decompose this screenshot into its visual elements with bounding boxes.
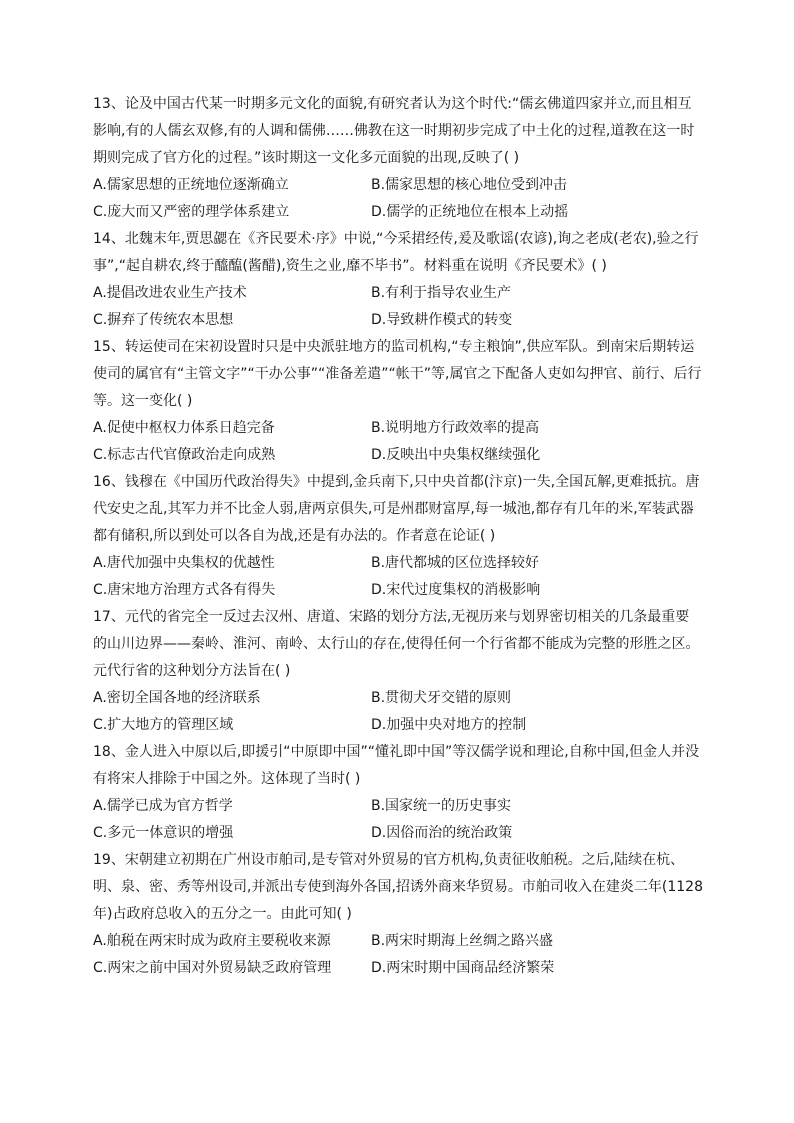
question-stem: 15、转运使司在宋初设置时只是中央派驻地方的监司机构,“专主粮饷”,供应军队。到南宋后期转运使司的属官有“主管文字”“干办公事”“准备差遣”“帐干”等,属官之下配备人吏如勾押官、前行、后行等。这一变化( ) — [93, 339, 702, 409]
option-a[interactable]: A.提倡改进农业生产技术 — [93, 285, 247, 301]
option-d[interactable]: D.导致耕作模式的转变 — [371, 312, 513, 328]
question-stem: 13、论及中国古代某一时期多元文化的面貌,有研究者认为这个时代:“儒玄佛道四家并立,而且相互影响,有的人儒玄双修,有的人调和儒佛……佛教在这一时期初步完成了中土化的过程,道教在这一时期则完成了官方化的过程。”该时期这一文化多元面貌的出现,反映了( ) — [93, 96, 695, 166]
option-c[interactable]: C.庞大而又严密的理学体系建立 — [93, 204, 290, 220]
option-d[interactable]: D.儒学的正统地位在根本上动摇 — [371, 204, 569, 220]
option-d[interactable]: D.两宋时期中国商品经济繁荣 — [371, 960, 555, 976]
question-14 — [93, 226, 703, 334]
option-c[interactable]: C.标志古代官僚政治走向成熟 — [93, 447, 276, 463]
question-stem: 19、宋朝建立初期在广州设市舶司,是专管对外贸易的官方机构,负责征收舶税。之后,陆续在杭、明、泉、密、秀等州设司,并派出专使到海外各国,招诱外商来华贸易。市舶司收入在建炎二年(1128年)占政府总收入的五分之一。由此可知( ) — [93, 852, 703, 922]
option-b[interactable]: B.儒家思想的核心地位受到冲击 — [371, 177, 568, 193]
option-a[interactable]: A.儒家思想的正统地位逐渐确立 — [93, 177, 289, 193]
question-15 — [93, 334, 703, 469]
option-d[interactable]: D.加强中央对地方的控制 — [371, 717, 527, 733]
option-b[interactable]: B.有利于指导农业生产 — [371, 285, 512, 301]
option-b[interactable]: B.两宋时期海上丝绸之路兴盛 — [371, 933, 554, 949]
option-d[interactable]: D.宋代过度集权的消极影响 — [371, 582, 541, 598]
option-b[interactable]: B.说明地方行政效率的提高 — [371, 420, 540, 436]
answer-options — [93, 928, 703, 982]
option-a[interactable]: A.密切全国各地的经济联系 — [93, 690, 261, 706]
option-c[interactable]: C.两宋之前中国对外贸易缺乏政府管理 — [93, 960, 332, 976]
question-13 — [93, 91, 703, 226]
option-c[interactable]: C.扩大地方的管理区域 — [93, 717, 234, 733]
question-17 — [93, 604, 703, 739]
question-page — [93, 91, 703, 982]
option-a[interactable]: A.儒学已成为官方哲学 — [93, 798, 233, 814]
option-c[interactable]: C.多元一体意识的增强 — [93, 825, 234, 841]
question-stem: 17、元代的省完全一反过去汉州、唐道、宋路的划分方法,无视历来与划界密切相关的几条最重要的山川边界——秦岭、淮河、南岭、太行山的存在,使得任何一个行省都不能成为完整的形胜之区。元代行省的这种划分方法旨在( ) — [93, 609, 700, 679]
question-16 — [93, 469, 703, 604]
question-19 — [93, 847, 703, 982]
question-stem: 18、金人进入中原以后,即援引“中原即中国”“懂礼即中国”等汉儒学说和理论,自称中国,但金人并没有将宋人排除于中国之外。这体现了当时( ) — [93, 744, 700, 787]
option-d[interactable]: D.因俗而治的统治政策 — [371, 825, 513, 841]
option-c[interactable]: C.唐宋地方治理方式各有得失 — [93, 582, 276, 598]
option-a[interactable]: A.唐代加强中央集权的优越性 — [93, 555, 275, 571]
option-b[interactable]: B.唐代都城的区位选择较好 — [371, 555, 540, 571]
answer-options — [93, 685, 703, 739]
answer-options — [93, 280, 703, 334]
question-stem: 16、钱穆在《中国历代政治得失》中提到,金兵南下,只中央首都(汴京)一失,全国瓦解,更难抵抗。唐代安史之乱,其军力并不比金人弱,唐两京俱失,可是州郡财富厚,每一城池,都存有几年的米,军装武器都有储积,所以到处可以各自为战,还是有办法的。作者意在论证( ) — [93, 474, 700, 544]
answer-options — [93, 793, 703, 847]
answer-options — [93, 415, 703, 469]
option-b[interactable]: B.国家统一的历史事实 — [371, 798, 512, 814]
option-c[interactable]: C.摒弃了传统农本思想 — [93, 312, 234, 328]
answer-options — [93, 550, 703, 604]
answer-options — [93, 172, 703, 226]
option-a[interactable]: A.促使中枢权力体系日趋完备 — [93, 420, 275, 436]
option-d[interactable]: D.反映出中央集权继续强化 — [371, 447, 541, 463]
option-b[interactable]: B.贯彻犬牙交错的原则 — [371, 690, 512, 706]
option-a[interactable]: A.舶税在两宋时成为政府主要税收来源 — [93, 933, 331, 949]
question-18 — [93, 739, 703, 847]
question-stem: 14、北魏末年,贾思勰在《齐民要术·序》中说,“今采捃经传,爰及歌谣(农谚),询之老成(老农),验之行事”,“起自耕农,终于醯醢(酱醋),资生之业,靡不毕书”。材料重在说明《齐民要术》( ) — [93, 231, 699, 274]
